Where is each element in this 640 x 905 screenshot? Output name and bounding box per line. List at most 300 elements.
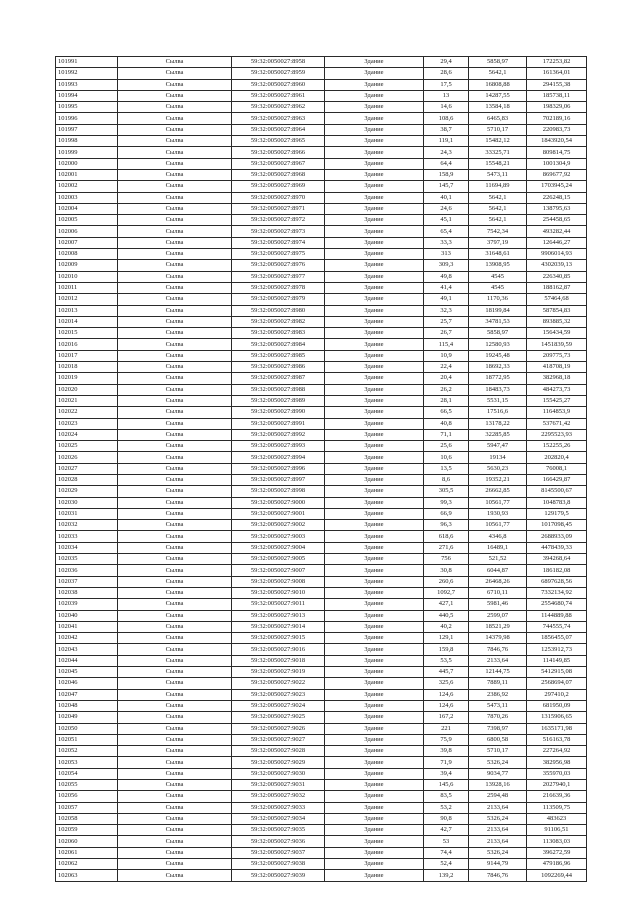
table-row <box>56 384 587 395</box>
unit-value-cell: 17516,6 <box>469 407 527 418</box>
table-row <box>56 57 587 68</box>
table-row <box>56 587 587 598</box>
unit-value-cell: 5858,97 <box>469 57 527 68</box>
cadastral-number-cell: 59:32:0050027:8986 <box>232 362 325 373</box>
area-cell: 22,4 <box>424 362 469 373</box>
row-number: 102008 <box>56 249 118 260</box>
cadastral-value-cell: 113083,03 <box>527 836 587 847</box>
locality-cell: Сылва <box>118 565 232 576</box>
locality-cell: Сылва <box>118 260 232 271</box>
cadastral-value-cell: 185738,11 <box>527 90 587 101</box>
area-cell: 52,4 <box>424 859 469 870</box>
locality-cell: Сылва <box>118 68 232 79</box>
cadastral-value-cell: 1253912,73 <box>527 644 587 655</box>
area-cell: 32,3 <box>424 305 469 316</box>
cadastral-number-cell: 59:32:0050027:8993 <box>232 441 325 452</box>
locality-cell: Сылва <box>118 621 232 632</box>
cadastral-number-cell: 59:32:0050027:8959 <box>232 68 325 79</box>
object-type-cell: Здание <box>325 102 424 113</box>
area-cell: 33,3 <box>424 237 469 248</box>
locality-cell: Сылва <box>118 474 232 485</box>
area-cell: 53,2 <box>424 802 469 813</box>
cadastral-number-cell: 59:32:0050027:9002 <box>232 520 325 531</box>
table-row <box>56 328 587 339</box>
cadastral-value-cell: 1164853,9 <box>527 407 587 418</box>
table-row <box>56 339 587 350</box>
object-type-cell: Здание <box>325 226 424 237</box>
locality-cell: Сылва <box>118 79 232 90</box>
object-type-cell: Здание <box>325 757 424 768</box>
object-type-cell: Здание <box>325 203 424 214</box>
locality-cell: Сылва <box>118 700 232 711</box>
cadastral-value-cell: 209775,73 <box>527 350 587 361</box>
locality-cell: Сылва <box>118 859 232 870</box>
table-row <box>56 474 587 485</box>
cadastral-number-cell: 59:32:0050027:9031 <box>232 780 325 791</box>
area-cell: 325,6 <box>424 678 469 689</box>
cadastral-value-cell: 1843920,54 <box>527 136 587 147</box>
object-type-cell: Здание <box>325 316 424 327</box>
area-cell: 40,1 <box>424 192 469 203</box>
area-cell: 167,2 <box>424 712 469 723</box>
unit-value-cell: 9144,79 <box>469 859 527 870</box>
area-cell: 30,8 <box>424 565 469 576</box>
table-row <box>56 271 587 282</box>
unit-value-cell: 7398,97 <box>469 723 527 734</box>
cadastral-number-cell: 59:32:0050027:8984 <box>232 339 325 350</box>
locality-cell: Сылва <box>118 316 232 327</box>
table-row <box>56 102 587 113</box>
object-type-cell: Здание <box>325 79 424 90</box>
unit-value-cell: 5710,17 <box>469 746 527 757</box>
cadastral-number-cell: 59:32:0050027:9004 <box>232 542 325 553</box>
cadastral-value-cell: 483623 <box>527 813 587 824</box>
area-cell: 158,9 <box>424 169 469 180</box>
cadastral-number-cell: 59:32:0050027:9013 <box>232 610 325 621</box>
unit-value-cell: 18483,73 <box>469 384 527 395</box>
unit-value-cell: 33325,71 <box>469 147 527 158</box>
unit-value-cell: 5326,24 <box>469 757 527 768</box>
row-number: 102014 <box>56 316 118 327</box>
cadastral-value-cell: 156434,59 <box>527 328 587 339</box>
row-number: 102052 <box>56 746 118 757</box>
locality-cell: Сылва <box>118 136 232 147</box>
cadastral-number-cell: 59:32:0050027:8960 <box>232 79 325 90</box>
area-cell: 39,4 <box>424 768 469 779</box>
row-number: 102024 <box>56 429 118 440</box>
table-row <box>56 847 587 858</box>
table-row <box>56 158 587 169</box>
unit-value-cell: 7889,11 <box>469 678 527 689</box>
locality-cell: Сылва <box>118 712 232 723</box>
cadastral-value-cell: 198329,06 <box>527 102 587 113</box>
unit-value-cell: 15482,12 <box>469 136 527 147</box>
unit-value-cell: 32285,85 <box>469 429 527 440</box>
area-cell: 74,4 <box>424 847 469 858</box>
table-row <box>56 497 587 508</box>
cadastral-value-cell: 493282,44 <box>527 226 587 237</box>
locality-cell: Сылва <box>118 452 232 463</box>
table-row <box>56 554 587 565</box>
object-type-cell: Здание <box>325 542 424 553</box>
cadastral-number-cell: 59:32:0050027:8976 <box>232 260 325 271</box>
table-row <box>56 813 587 824</box>
cadastral-value-cell: 227264,92 <box>527 746 587 757</box>
unit-value-cell: 3797,19 <box>469 237 527 248</box>
area-cell: 129,1 <box>424 633 469 644</box>
object-type-cell: Здание <box>325 599 424 610</box>
unit-value-cell: 14379,98 <box>469 633 527 644</box>
row-number: 102019 <box>56 373 118 384</box>
cadastral-number-cell: 59:32:0050027:9001 <box>232 508 325 519</box>
table-row <box>56 418 587 429</box>
cadastral-number-cell: 59:32:0050027:9022 <box>232 678 325 689</box>
cadastral-number-cell: 59:32:0050027:8997 <box>232 474 325 485</box>
cadastral-number-cell: 59:32:0050027:8990 <box>232 407 325 418</box>
object-type-cell: Здание <box>325 610 424 621</box>
table-row <box>56 113 587 124</box>
object-type-cell: Здание <box>325 633 424 644</box>
cadastral-value-cell: 2554680,74 <box>527 599 587 610</box>
locality-cell: Сылва <box>118 237 232 248</box>
cadastral-value-cell: 202820,4 <box>527 452 587 463</box>
unit-value-cell: 2386,92 <box>469 689 527 700</box>
table-row <box>56 215 587 226</box>
area-cell: 124,6 <box>424 689 469 700</box>
table-row <box>56 633 587 644</box>
cadastral-number-cell: 59:32:0050027:9034 <box>232 813 325 824</box>
cadastral-number-cell: 59:32:0050027:8962 <box>232 102 325 113</box>
object-type-cell: Здание <box>325 362 424 373</box>
object-type-cell: Здание <box>325 520 424 531</box>
table-row <box>56 757 587 768</box>
row-number: 102035 <box>56 554 118 565</box>
area-cell: 65,4 <box>424 226 469 237</box>
table-row <box>56 124 587 135</box>
table-row <box>56 870 587 881</box>
area-cell: 445,7 <box>424 667 469 678</box>
row-number: 102032 <box>56 520 118 531</box>
area-cell: 13,5 <box>424 463 469 474</box>
unit-value-cell: 26468,26 <box>469 576 527 587</box>
area-cell: 66,5 <box>424 407 469 418</box>
cadastral-number-cell: 59:32:0050027:9018 <box>232 655 325 666</box>
object-type-cell: Здание <box>325 271 424 282</box>
cadastral-value-cell: 294155,38 <box>527 79 587 90</box>
locality-cell: Сылва <box>118 497 232 508</box>
locality-cell: Сылва <box>118 441 232 452</box>
cadastral-number-cell: 59:32:0050027:8977 <box>232 271 325 282</box>
cadastral-value-cell: 1703945,24 <box>527 181 587 192</box>
table-row <box>56 746 587 757</box>
locality-cell: Сылва <box>118 757 232 768</box>
row-number: 102063 <box>56 870 118 881</box>
locality-cell: Сылва <box>118 633 232 644</box>
area-cell: 75,9 <box>424 734 469 745</box>
area-cell: 99,3 <box>424 497 469 508</box>
cadastral-value-cell: 382956,98 <box>527 757 587 768</box>
table-row <box>56 700 587 711</box>
area-cell: 71,1 <box>424 429 469 440</box>
unit-value-cell: 19134 <box>469 452 527 463</box>
area-cell: 309,3 <box>424 260 469 271</box>
locality-cell: Сылва <box>118 847 232 858</box>
object-type-cell: Здание <box>325 169 424 180</box>
cadastral-value-cell: 516163,78 <box>527 734 587 745</box>
locality-cell: Сылва <box>118 249 232 260</box>
object-type-cell: Здание <box>325 452 424 463</box>
cadastral-value-cell: 2027940,1 <box>527 780 587 791</box>
unit-value-cell: 19245,48 <box>469 350 527 361</box>
area-cell: 49,1 <box>424 294 469 305</box>
locality-cell: Сылва <box>118 158 232 169</box>
table-row <box>56 282 587 293</box>
unit-value-cell: 34781,53 <box>469 316 527 327</box>
unit-value-cell: 5642,1 <box>469 215 527 226</box>
table-row <box>56 780 587 791</box>
locality-cell: Сылва <box>118 531 232 542</box>
area-cell: 64,4 <box>424 158 469 169</box>
area-cell: 49,8 <box>424 271 469 282</box>
table-row <box>56 734 587 745</box>
row-number: 102047 <box>56 689 118 700</box>
area-cell: 260,6 <box>424 576 469 587</box>
cadastral-value-cell: 188162,87 <box>527 282 587 293</box>
locality-cell: Сылва <box>118 124 232 135</box>
unit-value-cell: 5326,24 <box>469 813 527 824</box>
cadastral-value-cell: 1635171,98 <box>527 723 587 734</box>
cadastral-value-cell: 744555,74 <box>527 621 587 632</box>
cadastral-number-cell: 59:32:0050027:9025 <box>232 712 325 723</box>
unit-value-cell: 18199,84 <box>469 305 527 316</box>
locality-cell: Сылва <box>118 587 232 598</box>
cadastral-number-cell: 59:32:0050027:9010 <box>232 587 325 598</box>
unit-value-cell: 1170,36 <box>469 294 527 305</box>
cadastral-number-cell: 59:32:0050027:8963 <box>232 113 325 124</box>
unit-value-cell: 14287,55 <box>469 90 527 101</box>
object-type-cell: Здание <box>325 836 424 847</box>
table-row <box>56 565 587 576</box>
object-type-cell: Здание <box>325 407 424 418</box>
area-cell: 28,6 <box>424 68 469 79</box>
unit-value-cell: 9034,77 <box>469 768 527 779</box>
object-type-cell: Здание <box>325 802 424 813</box>
cadastral-number-cell: 59:32:0050027:9035 <box>232 825 325 836</box>
row-number: 102027 <box>56 463 118 474</box>
object-type-cell: Здание <box>325 395 424 406</box>
object-type-cell: Здание <box>325 328 424 339</box>
unit-value-cell: 6465,83 <box>469 113 527 124</box>
area-cell: 124,6 <box>424 700 469 711</box>
cadastral-number-cell: 59:32:0050027:8988 <box>232 384 325 395</box>
unit-value-cell: 12580,93 <box>469 339 527 350</box>
unit-value-cell: 5473,11 <box>469 700 527 711</box>
locality-cell: Сылва <box>118 825 232 836</box>
area-cell: 83,5 <box>424 791 469 802</box>
locality-cell: Сылва <box>118 689 232 700</box>
row-number: 102021 <box>56 395 118 406</box>
cadastral-number-cell: 59:32:0050027:8971 <box>232 203 325 214</box>
unit-value-cell: 19352,21 <box>469 474 527 485</box>
cadastral-value-cell: 138795,63 <box>527 203 587 214</box>
table-row <box>56 237 587 248</box>
cadastral-value-cell: 57464,68 <box>527 294 587 305</box>
locality-cell: Сылва <box>118 339 232 350</box>
locality-cell: Сылва <box>118 226 232 237</box>
row-number: 102061 <box>56 847 118 858</box>
unit-value-cell: 13584,18 <box>469 102 527 113</box>
row-number: 102041 <box>56 621 118 632</box>
table-row <box>56 667 587 678</box>
object-type-cell: Здание <box>325 780 424 791</box>
object-type-cell: Здание <box>325 746 424 757</box>
cadastral-value-cell: 126446,27 <box>527 237 587 248</box>
cadastral-value-cell: 1001304,9 <box>527 158 587 169</box>
cadastral-value-cell: 382968,18 <box>527 373 587 384</box>
row-number: 102048 <box>56 700 118 711</box>
row-number: 102016 <box>56 339 118 350</box>
row-number: 102050 <box>56 723 118 734</box>
row-number: 102051 <box>56 734 118 745</box>
cadastral-value-cell: 129179,5 <box>527 508 587 519</box>
row-number: 102054 <box>56 768 118 779</box>
locality-cell: Сылва <box>118 328 232 339</box>
area-cell: 25,6 <box>424 441 469 452</box>
row-number: 101992 <box>56 68 118 79</box>
cadastral-number-cell: 59:32:0050027:9016 <box>232 644 325 655</box>
locality-cell: Сылва <box>118 407 232 418</box>
table-row <box>56 802 587 813</box>
row-number: 101993 <box>56 79 118 90</box>
cadastral-number-cell: 59:32:0050027:8972 <box>232 215 325 226</box>
locality-cell: Сылва <box>118 542 232 553</box>
row-number: 102005 <box>56 215 118 226</box>
locality-cell: Сылва <box>118 780 232 791</box>
row-number: 101995 <box>56 102 118 113</box>
locality-cell: Сылва <box>118 870 232 881</box>
cadastral-number-cell: 59:32:0050027:9008 <box>232 576 325 587</box>
locality-cell: Сылва <box>118 429 232 440</box>
row-number: 102031 <box>56 508 118 519</box>
row-number: 102000 <box>56 158 118 169</box>
locality-cell: Сылва <box>118 576 232 587</box>
cadastral-value-cell: 161364,01 <box>527 68 587 79</box>
table-row <box>56 350 587 361</box>
object-type-cell: Здание <box>325 621 424 632</box>
locality-cell: Сылва <box>118 599 232 610</box>
object-type-cell: Здание <box>325 768 424 779</box>
row-number: 101997 <box>56 124 118 135</box>
row-number: 102036 <box>56 565 118 576</box>
cadastral-number-cell: 59:32:0050027:9028 <box>232 746 325 757</box>
cadastral-value-cell: 394268,64 <box>527 554 587 565</box>
area-cell: 145,7 <box>424 181 469 192</box>
cadastral-number-cell: 59:32:0050027:8970 <box>232 192 325 203</box>
locality-cell: Сылва <box>118 723 232 734</box>
object-type-cell: Здание <box>325 667 424 678</box>
cadastral-value-cell: 76008,1 <box>527 463 587 474</box>
row-number: 102007 <box>56 237 118 248</box>
object-type-cell: Здание <box>325 644 424 655</box>
row-number: 102028 <box>56 474 118 485</box>
locality-cell: Сылва <box>118 181 232 192</box>
area-cell: 313 <box>424 249 469 260</box>
table-row <box>56 836 587 847</box>
row-number: 102030 <box>56 497 118 508</box>
unit-value-cell: 2133,64 <box>469 802 527 813</box>
row-number: 102046 <box>56 678 118 689</box>
locality-cell: Сылва <box>118 282 232 293</box>
area-cell: 108,6 <box>424 113 469 124</box>
object-type-cell: Здание <box>325 859 424 870</box>
cadastral-number-cell: 59:32:0050027:8975 <box>232 249 325 260</box>
area-cell: 28,1 <box>424 395 469 406</box>
locality-cell: Сылва <box>118 57 232 68</box>
table-row <box>56 508 587 519</box>
cadastral-value-cell: 1315906,65 <box>527 712 587 723</box>
object-type-cell: Здание <box>325 825 424 836</box>
area-cell: 440,5 <box>424 610 469 621</box>
row-number: 102002 <box>56 181 118 192</box>
cadastral-value-cell: 2295523,93 <box>527 429 587 440</box>
cadastral-number-cell: 59:32:0050027:9007 <box>232 565 325 576</box>
object-type-cell: Здание <box>325 124 424 135</box>
table-row <box>56 825 587 836</box>
object-type-cell: Здание <box>325 181 424 192</box>
area-cell: 8,6 <box>424 474 469 485</box>
locality-cell: Сылва <box>118 90 232 101</box>
object-type-cell: Здание <box>325 531 424 542</box>
cadastral-value-cell: 418708,19 <box>527 362 587 373</box>
area-cell: 41,4 <box>424 282 469 293</box>
cadastral-number-cell: 59:32:0050027:9039 <box>232 870 325 881</box>
cadastral-value-cell: 355970,03 <box>527 768 587 779</box>
row-number: 102056 <box>56 791 118 802</box>
locality-cell: Сылва <box>118 791 232 802</box>
unit-value-cell: 2594,48 <box>469 791 527 802</box>
table-row <box>56 723 587 734</box>
object-type-cell: Здание <box>325 373 424 384</box>
cadastral-number-cell: 59:32:0050027:8996 <box>232 463 325 474</box>
unit-value-cell: 4545 <box>469 271 527 282</box>
object-type-cell: Здание <box>325 147 424 158</box>
cadastral-number-cell: 59:32:0050027:8992 <box>232 429 325 440</box>
unit-value-cell: 5473,11 <box>469 169 527 180</box>
object-type-cell: Здание <box>325 136 424 147</box>
table-row <box>56 136 587 147</box>
cadastral-value-cell: 893885,32 <box>527 316 587 327</box>
cadastral-value-cell: 1017098,45 <box>527 520 587 531</box>
cadastral-number-cell: 59:32:0050027:8973 <box>232 226 325 237</box>
locality-cell: Сылва <box>118 169 232 180</box>
object-type-cell: Здание <box>325 350 424 361</box>
locality-cell: Сылва <box>118 350 232 361</box>
cadastral-number-cell: 59:32:0050027:8958 <box>232 57 325 68</box>
table-row <box>56 305 587 316</box>
row-number: 102034 <box>56 542 118 553</box>
area-cell: 119,1 <box>424 136 469 147</box>
object-type-cell: Здание <box>325 576 424 587</box>
area-cell: 25,7 <box>424 316 469 327</box>
cadastral-value-cell: 7332134,92 <box>527 587 587 598</box>
area-cell: 139,2 <box>424 870 469 881</box>
cadastral-value-cell: 396272,59 <box>527 847 587 858</box>
unit-value-cell: 5642,1 <box>469 192 527 203</box>
table-row <box>56 181 587 192</box>
cadastral-number-cell: 59:32:0050027:9003 <box>232 531 325 542</box>
cadastral-value-cell: 152255,26 <box>527 441 587 452</box>
unit-value-cell: 7870,26 <box>469 712 527 723</box>
